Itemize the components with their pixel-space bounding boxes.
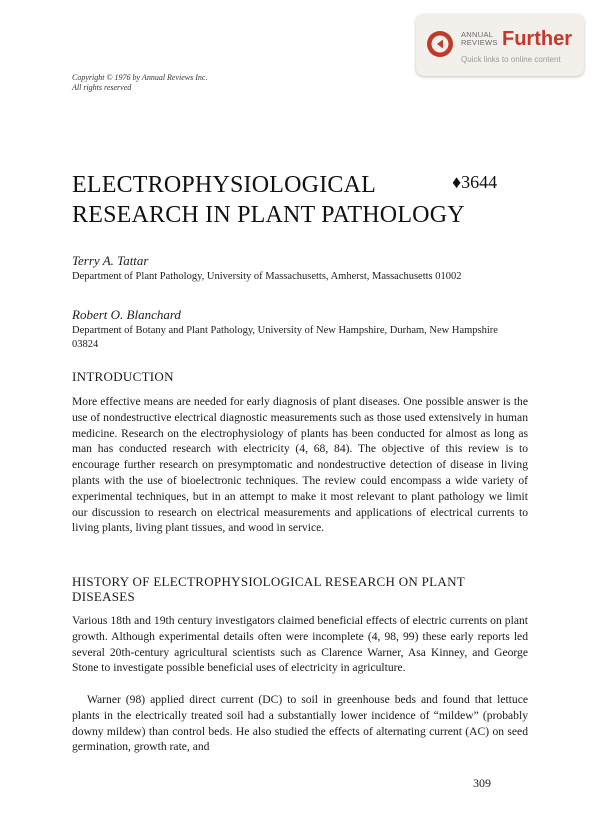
reviews-label: REVIEWS [461,38,498,47]
annual-label: ANNUAL [461,30,494,39]
title-line-1: ELECTROPHYSIOLOGICAL [72,172,376,198]
article-title [72,170,512,230]
page-number: 309 [473,776,491,790]
section-heading-history: HISTORY OF ELECTROPHYSIOLOGICAL RESEARCH ON PLANT DISEASES [72,574,465,604]
annual-reviews-wordmark [461,31,498,47]
introduction-paragraph: More effective means are needed for early diagnosis of plant diseases. One possible answer is the use of nondestructive electrical diagnostic measurements such as those used extensively in human medicine. Research on the electrophysiology of plants has been conducted for almost as long as man has conducted research with electricity (4, 68, 84). The objective of this review is to encourage further research on presymptomatic and nondestructive detection of disease in living plants with the use of bioelectronic techniques. The review could encompass a wide variety of experimental techniques, but in an attempt to make it most relevant to plant pathology we limit our discussion to research on electrical measurements and applications of electrical currents to living plants, living plant tissues, and wood in service. [72,395,528,535]
quick-links-label[interactable]: Quick links to online content [461,55,561,64]
copyright-notice [72,73,207,93]
further-label[interactable]: Further [502,28,572,50]
further-banner[interactable] [416,14,584,76]
author-affiliation-2: Department of Botany and Plant Pathology, University of New Hampshire, Durham, New Hampshire 03824 [72,325,498,350]
annual-reviews-logo-icon [426,30,454,58]
author-name-2: Robert O. Blanchard [72,307,181,322]
author-affiliation-1: Department of Plant Pathology, University of Massachusetts, Amherst, Massachusetts 01002 [72,271,462,282]
history-paragraph-1: Various 18th and 19th century investigators claimed beneficial effects of electric currents on plant growth. Although experimental details often were incomplete (4, 98, 99) these early reports led several 20th-century agricultural scientists such as Clarence Warner, Asa Kinney, and George Stone to investigate possible beneficial uses of electricity in agriculture. [72,614,528,675]
title-line-2: RESEARCH IN PLANT PATHOLOGY [72,202,465,228]
author-name-1: Terry A. Tattar [72,253,149,268]
copyright-line: Copyright © 1976 by Annual Reviews Inc. [72,73,208,82]
history-paragraph-2: Warner (98) applied direct current (DC) to soil in greenhouse beds and found that lettuce plants in the electrically treated soil had a substantially lower incidence of “mildew” (probably downy mildew) than control beds. He also studied the effects of alternating current (AC) on seed germination, growth rate, and [72,693,528,754]
article-code: ♦3644 [452,172,498,192]
section-heading-introduction: INTRODUCTION [72,369,174,384]
rights-line: All rights reserved [72,83,132,92]
